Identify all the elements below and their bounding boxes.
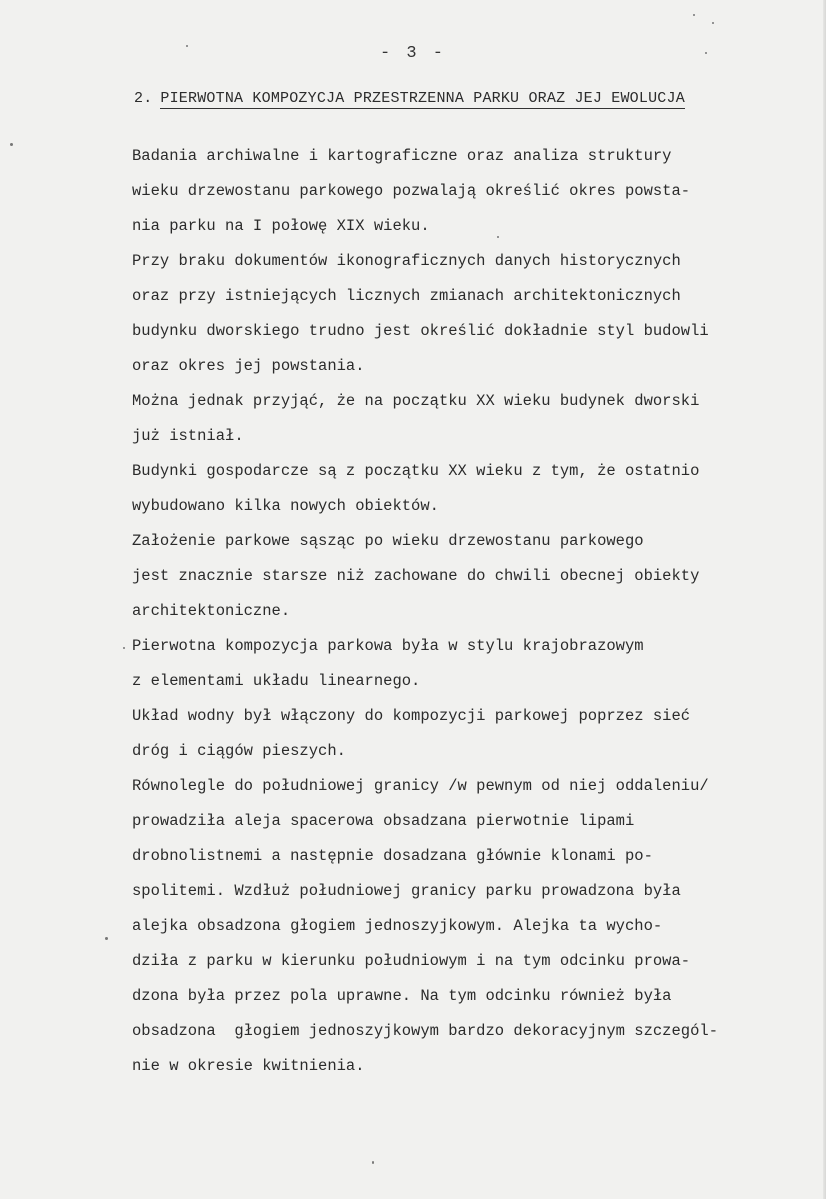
section-title: PIERWOTNA KOMPOZYCJA PRZESTRZENNA PARKU ORAZ JEJ EWOLUCJA <box>160 90 685 107</box>
text-line: jest znacznie starsze niż zachowane do chwili obecnej obiekty <box>132 567 700 585</box>
text-line: alejka obsadzona głogiem jednoszyjkowym. Alejka ta wycho- <box>132 917 663 935</box>
text-line: budynku dworskiego trudno jest określić dokładnie styl budowli <box>132 322 709 340</box>
text-line: Przy braku dokumentów ikonograficznych danych historycznych <box>132 252 681 270</box>
text-line: oraz okres jej powstania. <box>132 357 365 375</box>
text-line: obsadzona głogiem jednoszyjkowym bardzo dekoracyjnym szczegól- <box>132 1022 718 1040</box>
scan-speck <box>10 143 13 146</box>
text-line: Pierwotna kompozycja parkowa była w stylu krajobrazowym <box>132 637 644 655</box>
text-line: drobnolistnemi a następnie dosadzana głównie klonami po- <box>132 847 653 865</box>
text-line: Można jednak przyjąć, że na początku XX wieku budynek dworski <box>132 392 700 410</box>
text-line: spolitemi. Wzdłuż południowej granicy parku prowadzona była <box>132 882 681 900</box>
text-line: Równolegle do południowej granicy /w pewnym od niej oddaleniu/ <box>132 777 709 795</box>
text-line: już istniał. <box>132 427 244 445</box>
text-line: Badania archiwalne i kartograficzne oraz analiza struktury <box>132 147 672 165</box>
text-line: architektoniczne. <box>132 602 291 620</box>
section-heading <box>134 90 784 107</box>
text-line: nia parku na I połowę XIX wieku. <box>132 217 430 235</box>
scan-speck <box>693 14 695 16</box>
page-number: - 3 - <box>379 44 446 63</box>
body-text <box>132 139 802 1084</box>
scan-speck <box>705 52 707 54</box>
text-line: Założenie parkowe sąsząc po wieku drzewostanu parkowego <box>132 532 644 550</box>
text-line: dróg i ciągów pieszych. <box>132 742 346 760</box>
text-line: Budynki gospodarcze są z początku XX wieku z tym, że ostatnio <box>132 462 700 480</box>
text-line: oraz przy istniejących licznych zmianach architektonicznych <box>132 287 681 305</box>
text-line: prowadziła aleja spacerowa obsadzana pierwotnie lipami <box>132 812 635 830</box>
scan-speck <box>105 937 108 940</box>
text-line: nie w okresie kwitnienia. <box>132 1057 365 1075</box>
text-line: dziła z parku w kierunku południowym i na tym odcinku prowa- <box>132 952 691 970</box>
scan-speck <box>712 22 714 24</box>
text-line: wieku drzewostanu parkowego pozwalają określić okres powsta- <box>132 182 691 200</box>
scan-speck <box>497 236 499 238</box>
text-line: wybudowano kilka nowych obiektów. <box>132 497 439 515</box>
scan-speck <box>186 45 188 47</box>
scan-speck <box>372 1161 374 1164</box>
text-line: z elementami układu linearnego. <box>132 672 421 690</box>
text-line: dzona była przez pola uprawne. Na tym odcinku również była <box>132 987 672 1005</box>
scan-speck <box>123 647 125 649</box>
text-line: Układ wodny był włączony do kompozycji parkowej poprzez sieć <box>132 707 691 725</box>
section-number: 2. <box>134 90 153 107</box>
